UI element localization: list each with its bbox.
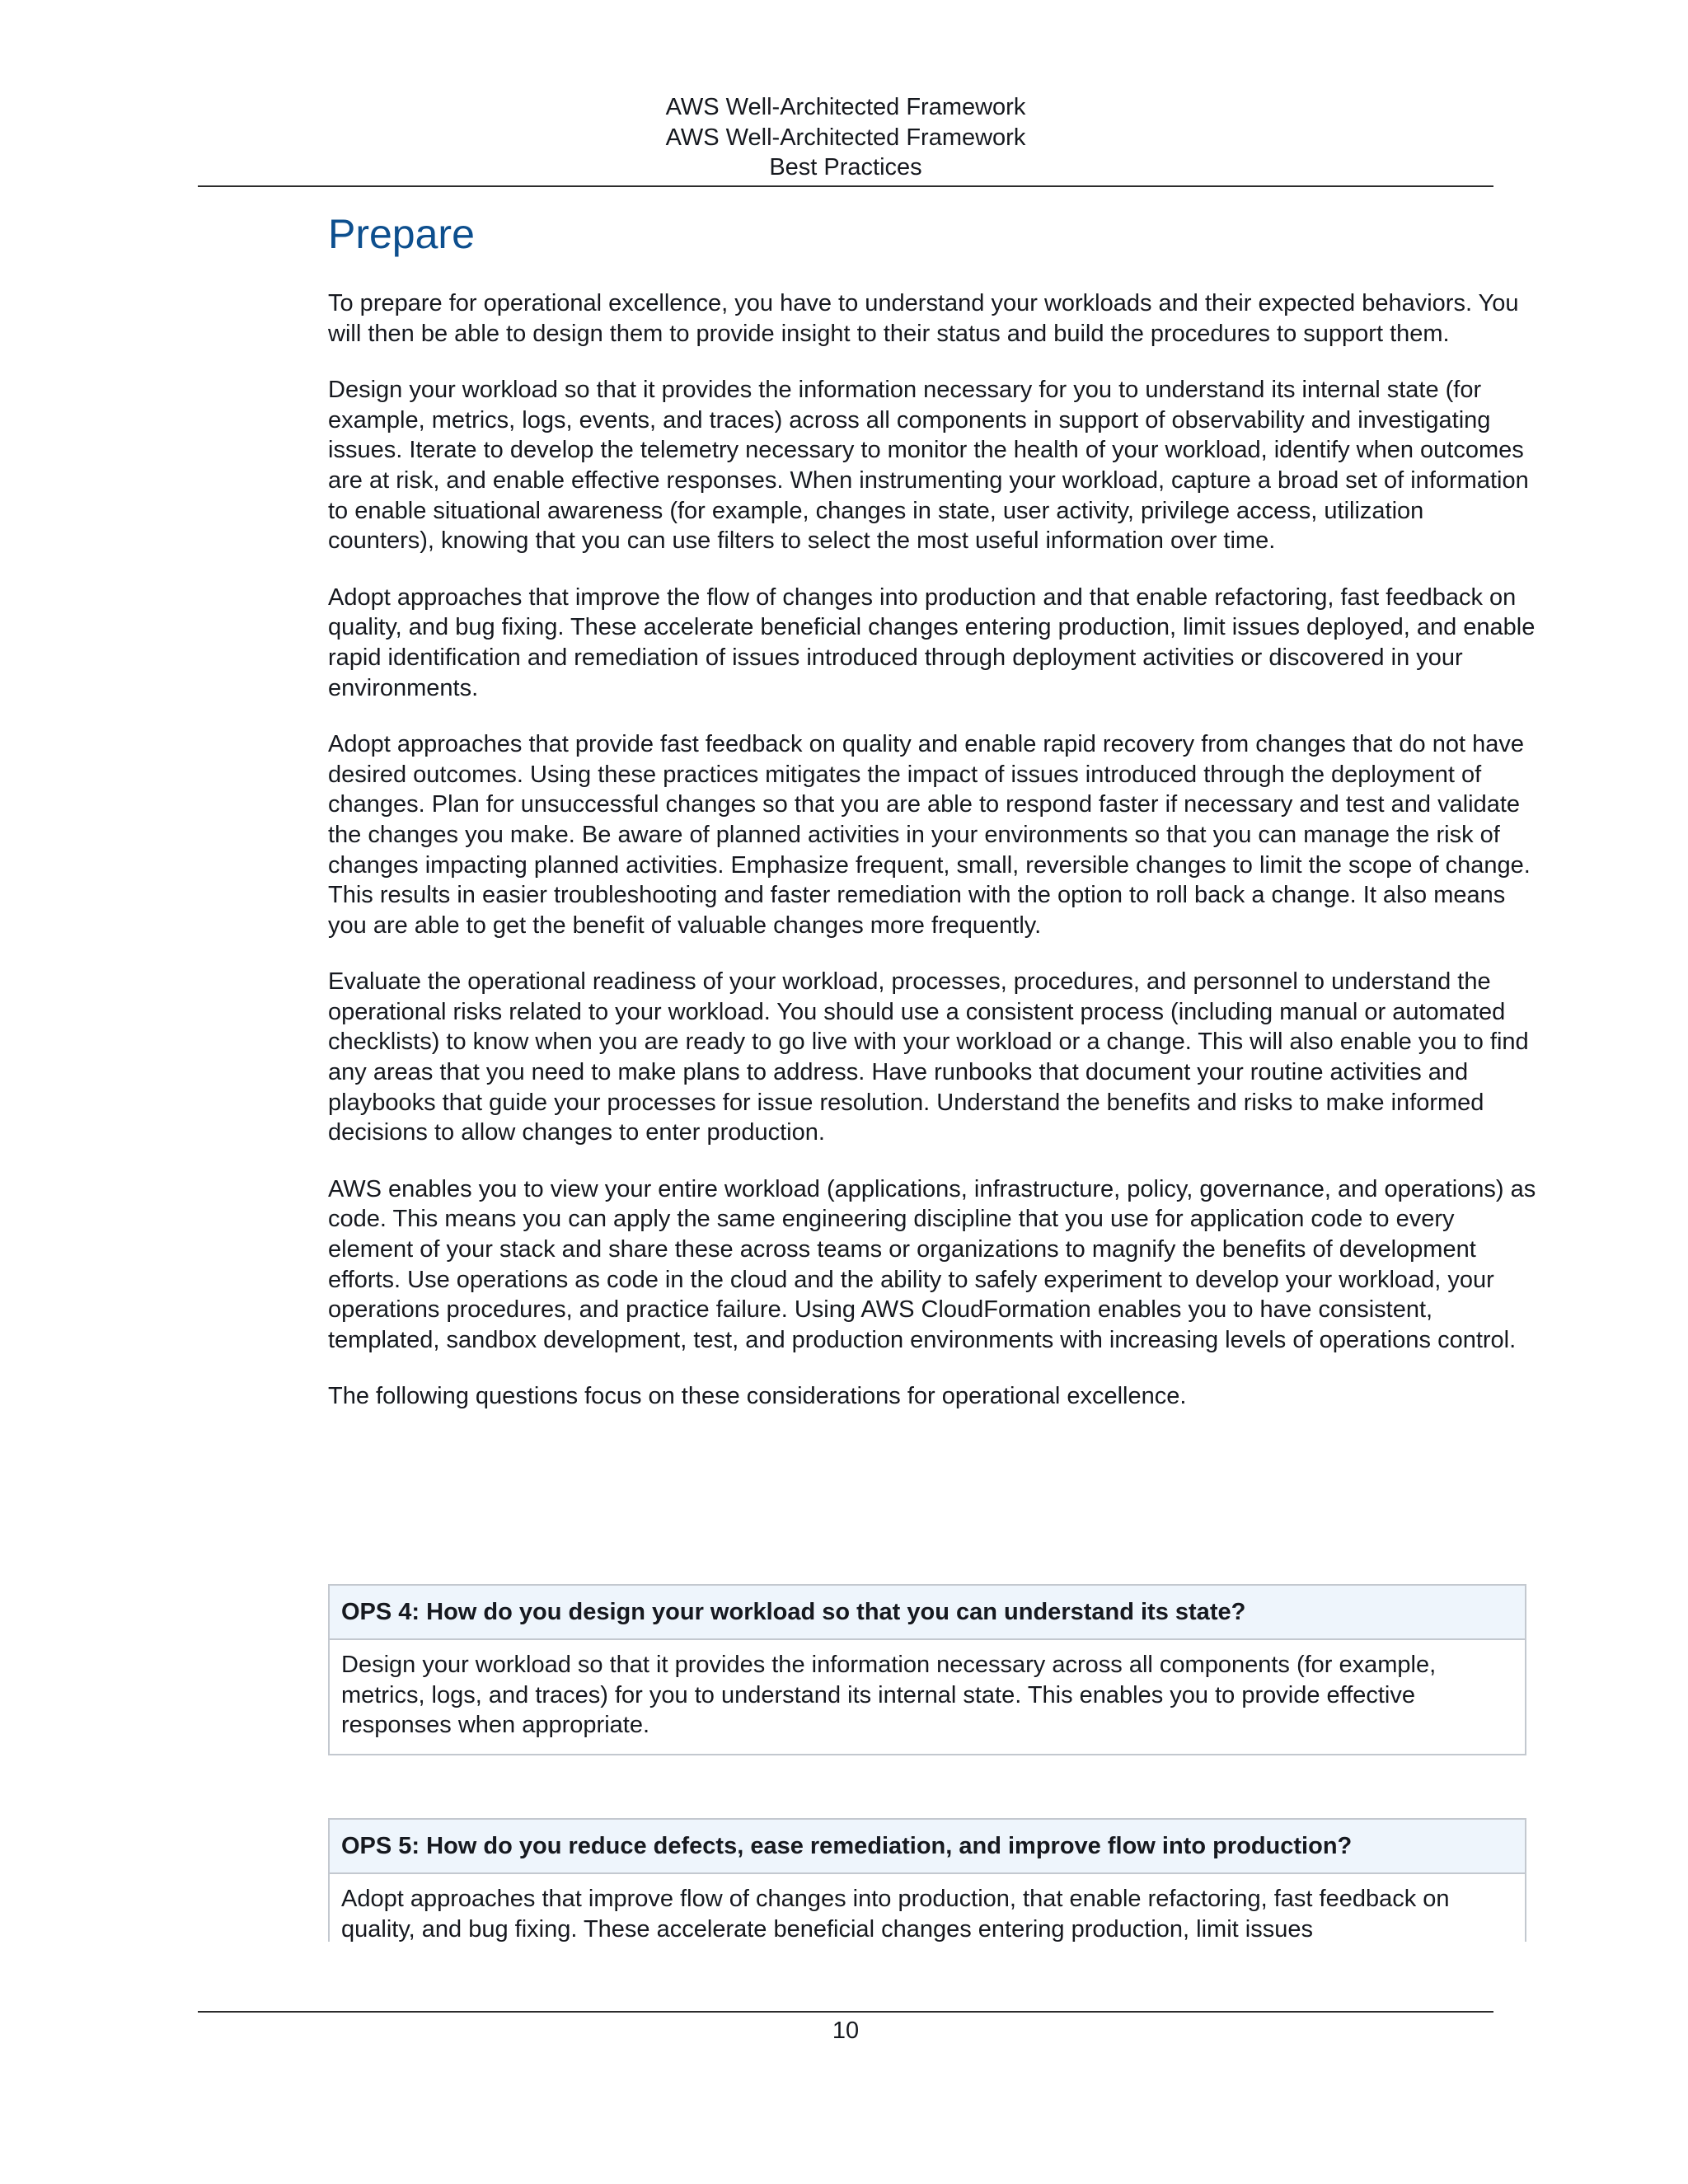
page-number: 10 [832, 2018, 860, 2044]
paragraph: To prepare for operational excellence, you have to understand your workloads and their expected behaviors. You will then be able to design them to provide insight to their status and build the procedures to support them. [328, 290, 1519, 347]
header-divider [198, 185, 1493, 187]
header-doc-subtitle: AWS Well-Architected Framework [665, 124, 1026, 151]
paragraph: Adopt approaches that improve the flow of changes into production and that enable refactoring, fast feedback on quality, and bug fixing. These accelerate beneficial changes entering production, limit issues deployed, and enable rapid identification and remediation of issues introduced through deployment activities or discovered in your environments. [328, 583, 1536, 701]
paragraph: Adopt approaches that provide fast feedback on quality and enable rapid recovery from changes that do not have desired outcomes. Using these practices mitigates the impact of issues introduced through the deployment of changes. Plan for unsuccessful changes so that you are able to respond faster if necessary and test and validate the changes you make. Be aware of planned activities in your environments so that you can manage the risk of changes impacting planned activities. Emphasize frequent, small, reversible changes to limit the scope of change. This results in easier troubleshooting and faster remediation with the option to roll back a change. It also means you are able to get the benefit of valuable changes more frequently. [328, 731, 1531, 939]
ops4-question-title: OPS 4: How do you design your workload so that you can understand its state? [330, 1586, 1525, 1640]
paragraph: Evaluate the operational readiness of your workload, processes, procedures, and personnel to understand the operational risks related to your workload. You should use a consistent process (including manual or automated checklists) to know when you are ready to go live with your workload or a change. This will also enable you to find any areas that you need to make plans to address. Have runbooks that document your routine activities and playbooks that guide your processes for issue resolution. Understand the benefits and risks to make informed decisions to allow changes to enter production. [328, 968, 1529, 1146]
header-doc-title: AWS Well-Architected Framework [665, 94, 1026, 120]
paragraph: The following questions focus on these considerations for operational excellence. [328, 1383, 1187, 1410]
paragraph: Design your workload so that it provides the information necessary for you to understand its internal state (for example, metrics, logs, events, and traces) across all components in support of observability and investigating issues. Iterate to develop the telemetry necessary to monitor the health of your workload, identify when outcomes are at risk, and enable effective responses. When instrumenting your workload, capture a broad set of information to enable situational awareness (for example, changes in state, user activity, privilege access, utilization counters), knowing that you can use filters to select the most useful information over time. [328, 377, 1529, 555]
page-header [198, 92, 1493, 183]
paragraph: AWS enables you to view your entire workload (applications, infrastructure, policy, governance, and operations) as code. This means you can apply the same engineering discipline that you use for application code to every element of your stack and share these across teams or organizations to magnify the benefits of development efforts. Use operations as code in the cloud and the ability to safely experiment to develop your workload, your operations procedures, and practice failure. Using AWS CloudFormation enables you to have consistent, templated, sandbox development, test, and production environments with increasing levels of operations control. [328, 1175, 1536, 1353]
body-text [328, 288, 1536, 1438]
page-title: Prepare [328, 211, 475, 257]
ops5-question-title: OPS 5: How do you reduce defects, ease remediation, and improve flow into production? [330, 1820, 1525, 1874]
header-section: Best Practices [769, 154, 922, 180]
ops4-question-box [328, 1584, 1526, 1755]
ops5-question-box [328, 1818, 1526, 1942]
ops5-question-description: Adopt approaches that improve flow of changes into production, that enable refactoring, fast feedback on quality, and bug fixing. These accelerate beneficial changes entering production, limit issues [341, 1886, 1450, 1942]
ops4-question-description: Design your workload so that it provides the information necessary across all components (for example, metrics, logs, and traces) for you to understand its internal state. This enables you to provide effective responses when appropriate. [341, 1652, 1437, 1739]
